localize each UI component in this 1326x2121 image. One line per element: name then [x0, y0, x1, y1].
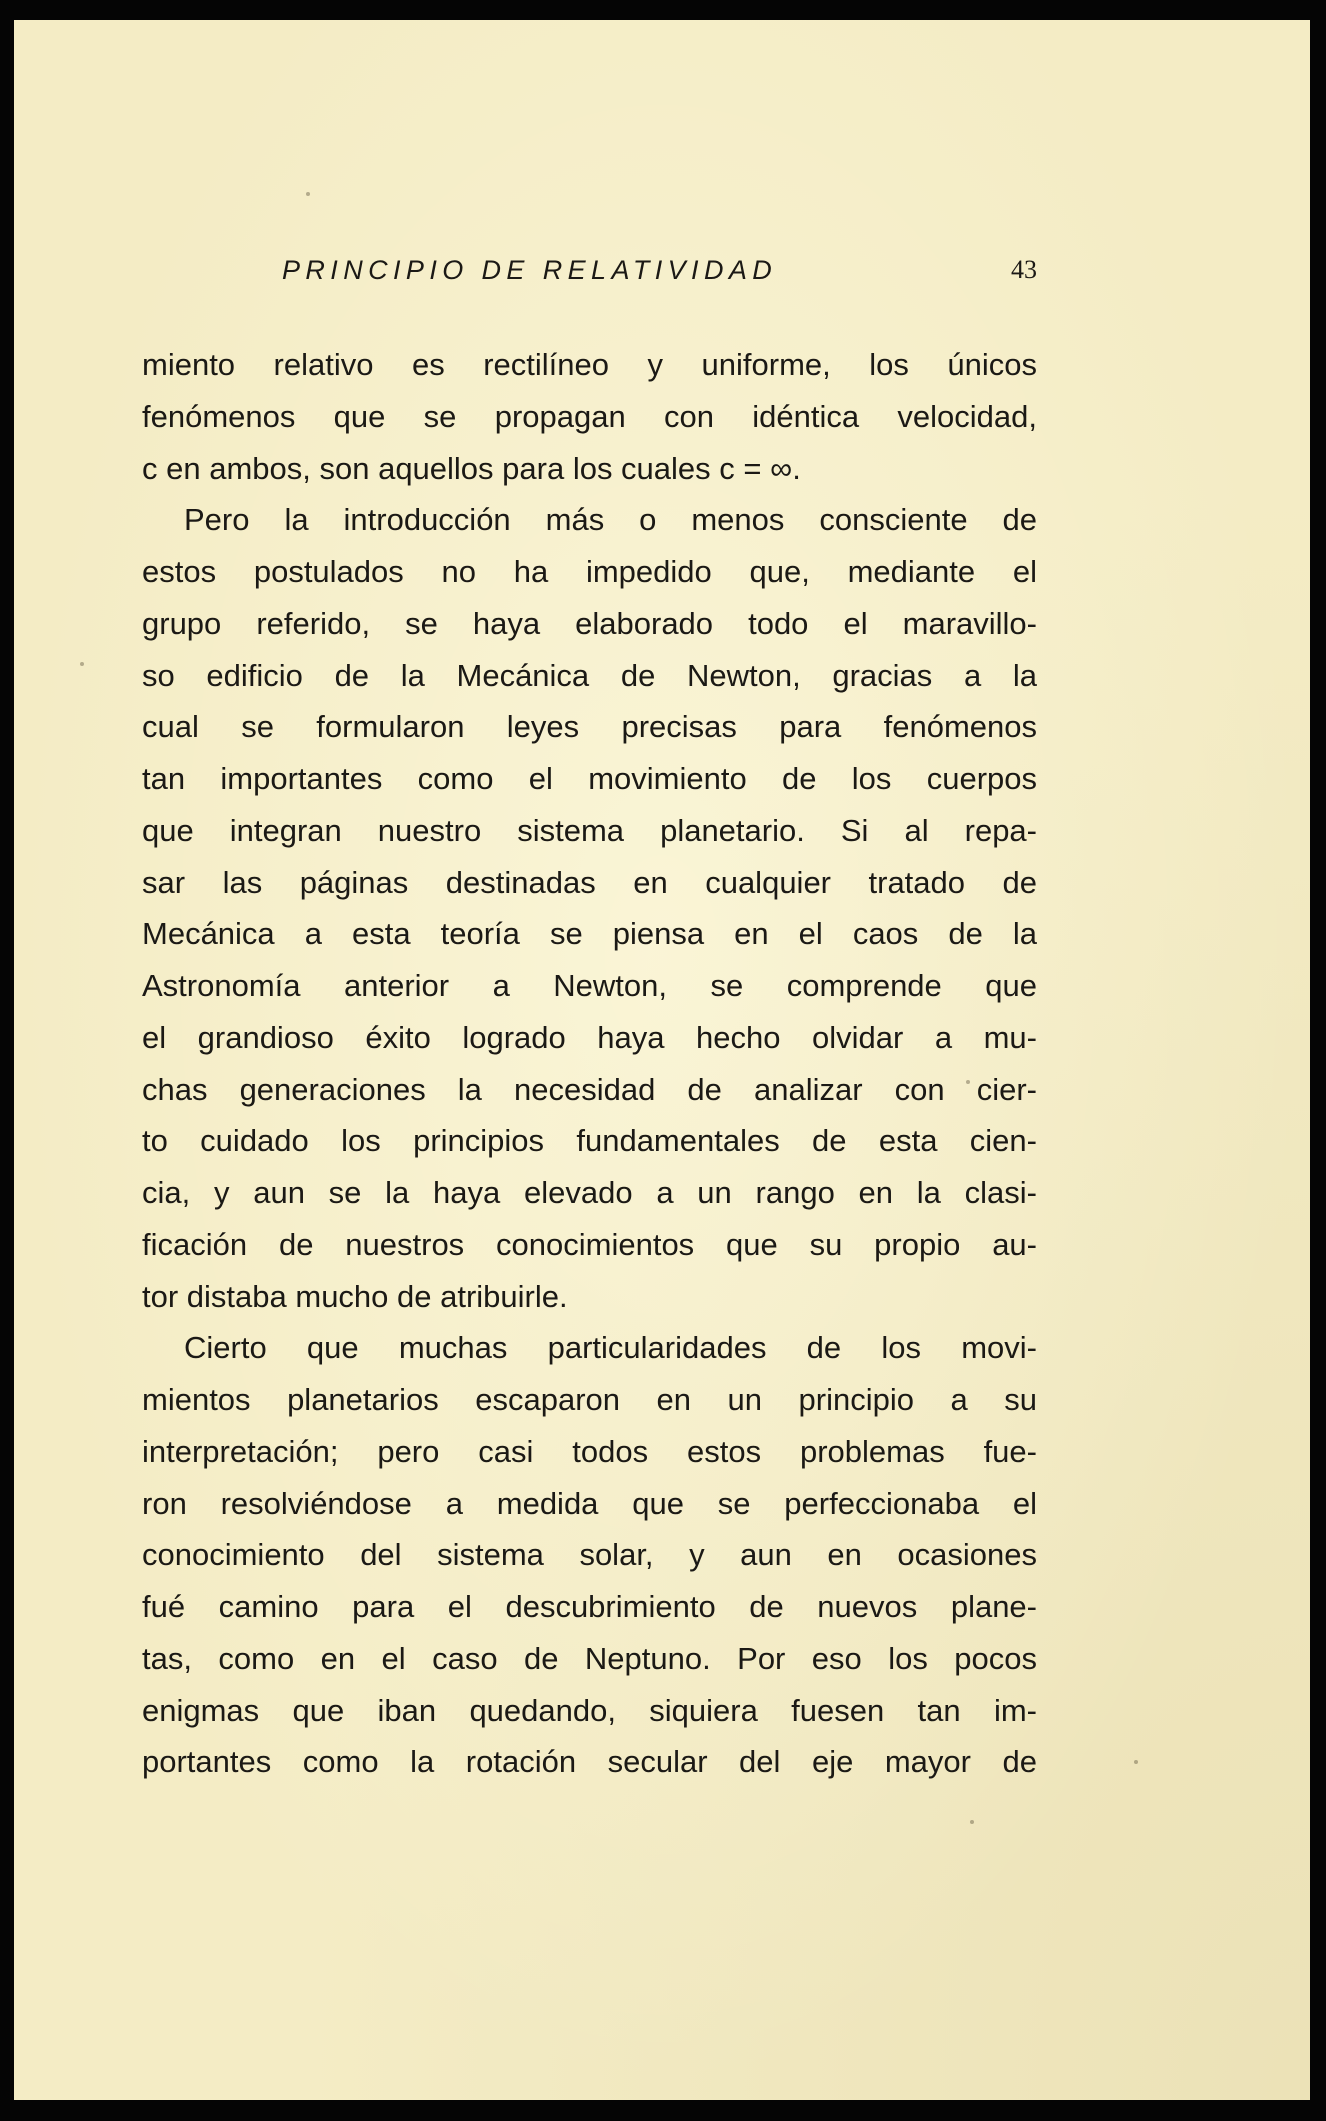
text-line: ficación de nuestros conocimientos que su propio au-	[142, 1226, 1037, 1262]
text-line: so edificio de la Mecánica de Newton, gracias a la	[142, 657, 1037, 693]
body-text	[142, 339, 1037, 1788]
text-line: cual se formularon leyes precisas para fenómenos	[142, 709, 1037, 745]
text-line: cia, y aun se la haya elevado a un rango en la clasi-	[142, 1175, 1037, 1210]
paper-speck	[1134, 1760, 1138, 1764]
text-line: grupo referido, se haya elaborado todo el maravillo-	[142, 605, 1037, 641]
text-line: fenómenos que se propagan con idéntica velocidad,	[142, 398, 1037, 434]
page-number: 43	[1011, 255, 1037, 284]
text-line: tor distaba mucho de atribuirle.	[142, 1278, 568, 1314]
text-line: chas generaciones la necesidad de analizar con cier-	[142, 1071, 1037, 1107]
text-line: mientos planetarios escaparon en un principio a su	[142, 1382, 1037, 1417]
text-line: tas, como en el caso de Neptuno. Por eso los pocos	[142, 1640, 1037, 1676]
paragraph-1	[142, 339, 1037, 494]
paragraph-2	[142, 494, 1037, 1322]
text-line: interpretación; pero casi todos estos problemas fue-	[142, 1433, 1037, 1469]
text-line: portantes como la rotación secular del eje mayor de	[142, 1744, 1037, 1780]
text-line: estos postulados no ha impedido que, mediante el	[142, 554, 1037, 589]
text-line: conocimiento del sistema solar, y aun en ocasiones	[142, 1537, 1037, 1573]
page-header	[142, 250, 1037, 290]
text-line: sar las páginas destinadas en cualquier tratado de	[142, 864, 1037, 900]
paper-speck	[80, 662, 84, 666]
text-line: to cuidado los principios fundamentales de esta cien-	[142, 1123, 1037, 1159]
text-line: el grandioso éxito logrado haya hecho olvidar a mu-	[142, 1019, 1037, 1055]
text-line: c en ambos, son aquellos para los cuales c = ∞.	[142, 450, 801, 486]
text-line: miento relativo es rectilíneo y uniforme, los únicos	[142, 347, 1037, 382]
text-line: tan importantes como el movimiento de los cuerpos	[142, 761, 1037, 796]
text-line: Astronomía anterior a Newton, se comprende que	[142, 968, 1037, 1003]
text-line: Cierto que muchas particularidades de los movi-	[184, 1330, 1037, 1366]
text-line: Pero la introducción más o menos consciente de	[184, 502, 1037, 538]
text-line: enigmas que iban quedando, siquiera fuesen tan im-	[142, 1692, 1037, 1728]
paper-speck	[970, 1820, 974, 1824]
text-line: fué camino para el descubrimiento de nuevos plane-	[142, 1589, 1037, 1624]
text-line: Mecánica a esta teoría se piensa en el caos de la	[142, 916, 1037, 952]
paragraph-3	[142, 1322, 1037, 1788]
text-line: que integran nuestro sistema planetario. Si al repa-	[142, 812, 1037, 848]
running-title: PRINCIPIO DE RELATIVIDAD	[282, 255, 778, 285]
text-line: ron resolviéndose a medida que se perfeccionaba el	[142, 1485, 1037, 1521]
paper-speck	[306, 192, 310, 196]
